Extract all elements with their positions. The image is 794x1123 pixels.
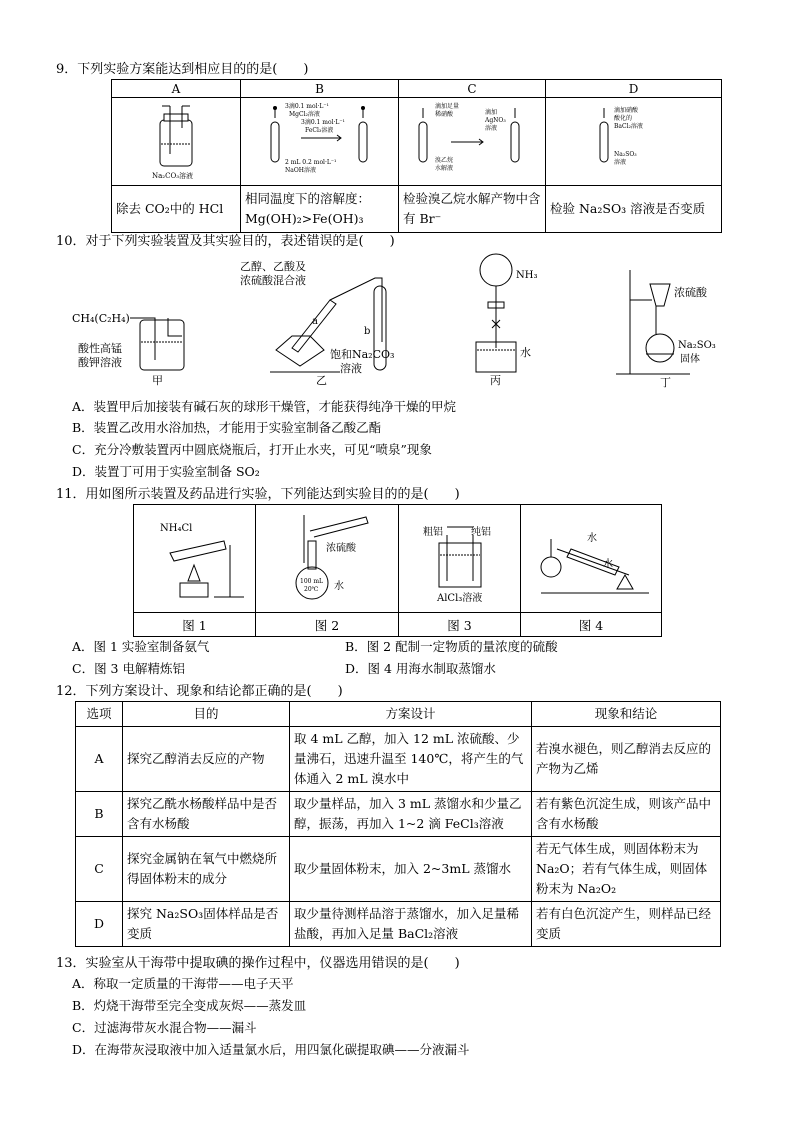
- q10-option-c: C．充分冷敷装置丙中圆底烧瓶后，打开止水夹，可见“喷泉”现象: [72, 442, 432, 457]
- fig4-w1: 水: [587, 533, 597, 544]
- q12-row-a-option: A: [76, 727, 123, 792]
- fig2-flask2: 20℃: [304, 586, 319, 593]
- q13-option-c: C．过滤海带灰水混合物——漏斗: [72, 1020, 257, 1035]
- c-b2: 水解液: [435, 165, 454, 172]
- q10-option-a: A．装置甲后加接装有碱石灰的球形干燥管，才能获得纯净干燥的甲烷: [72, 399, 457, 414]
- q9-figure-b: [241, 98, 399, 186]
- q12-row-c-purpose: 探究金属钠在氧气中燃烧所得固体粉末的成分: [123, 837, 290, 902]
- q12-row-b-option: B: [76, 792, 123, 837]
- q12-header-result: 现象和结论: [532, 702, 721, 727]
- q12-row-b-purpose: 探究乙酰水杨酸样品中是否含有水杨酸: [123, 792, 290, 837]
- q9-caption-d: 检验 Na₂SO₃ 溶液是否变质: [546, 186, 722, 233]
- electrolysis-figure: [399, 505, 520, 609]
- bing-gas: NH₃: [516, 270, 538, 281]
- yi-b: b: [364, 326, 371, 337]
- yi-top1: 乙醇、乙酸及: [240, 260, 306, 273]
- c-t1: 滴加足量: [435, 103, 460, 110]
- q12-stem: 12．下列方案设计、现象和结论都正确的是( ): [56, 684, 343, 699]
- yi-a: a: [312, 316, 318, 327]
- q10-option-b: B．装置乙改用水浴加热，才能用于实验室制备乙酸乙酯: [72, 420, 382, 435]
- q12-header-purpose: 目的: [123, 702, 290, 727]
- q9-figure-a: [112, 98, 241, 186]
- q11-figure-3: [399, 505, 521, 613]
- q11-option-c: C．图 3 电解精炼铝: [72, 661, 185, 676]
- gas-washing-bottle-figure: [112, 98, 240, 182]
- q9-figure-d: [546, 98, 722, 186]
- b-top1: 3滴0.1 mol·L⁻¹: [285, 103, 329, 110]
- q9-a-label: Na₂CO₃溶液: [152, 172, 194, 180]
- d-b2: 溶液: [614, 159, 627, 166]
- c-t3: 滴加: [485, 109, 498, 116]
- bing-name: 丙: [490, 374, 501, 387]
- q9-table: [111, 79, 722, 233]
- q12-row-c-option: C: [76, 837, 123, 902]
- test-tube-figure-d: [546, 98, 721, 182]
- c-t5: 溶液: [485, 125, 498, 132]
- fig3-left: 粗铝: [423, 527, 443, 538]
- bing-water: 水: [520, 346, 531, 359]
- q12-row-d-result: 若有白色沉淀产生，则样品已经变质: [532, 902, 721, 947]
- q12-row-d-option: D: [76, 902, 123, 947]
- q12-row-a-result: 若溴水褪色，则乙醇消去反应的产物为乙烯: [532, 727, 721, 792]
- q9-stem: 9．下列实验方案能达到相应目的的是( ): [56, 62, 309, 77]
- q11-caption-2: 图 2: [256, 613, 399, 637]
- d-t3: BaCl₂溶液: [614, 123, 643, 130]
- b-top4: FeCl₃溶液: [305, 127, 334, 134]
- q13-option-d: D．在海带灰浸取液中加入适量氯水后，用四氯化碳提取碘——分液漏斗: [72, 1042, 470, 1057]
- jia-sol1: 酸性高锰: [78, 342, 122, 355]
- q10-apparatus-figure: [60, 250, 740, 390]
- q9-caption-c: 检验溴乙烷水解产物中含有 Br⁻: [399, 186, 546, 233]
- q11-caption-3: 图 3: [399, 613, 521, 637]
- jia-gas-label: CH₄(C₂H₄): [72, 312, 130, 325]
- q9-caption-b: 相同温度下的溶解度：Mg(OH)₂>Fe(OH)₃: [241, 186, 399, 233]
- fig2-acid: 浓硫酸: [326, 543, 356, 554]
- yi-name: 乙: [316, 374, 327, 387]
- q9-header-d: D: [546, 80, 722, 98]
- q12-row-b-design: 取少量样品，加入 3 mL 蒸馏水和少量乙醇，振荡，再加入 1~2 滴 FeCl₃溶液: [290, 792, 532, 837]
- q12-table: [75, 701, 721, 947]
- jia-name: 甲: [152, 374, 163, 387]
- q11-option-d: D．图 4 用海水制取蒸馏水: [345, 661, 496, 676]
- q13-option-a: A．称取一定质量的干海带——电子天平: [72, 976, 294, 991]
- yi-sol2: 溶液: [340, 362, 362, 375]
- distillation-figure: [521, 505, 661, 609]
- q12-row-c-design: 取少量固体粉末，加入 2~3mL 蒸馏水: [290, 837, 532, 902]
- q13-stem: 13．实验室从干海带中提取碘的操作过程中，仪器选用错误的是( ): [56, 956, 460, 971]
- q9-header-c: C: [399, 80, 546, 98]
- yi-top2: 浓硫酸混合液: [240, 274, 306, 287]
- test-tube-figure-c: [399, 98, 545, 182]
- q12-row-b-result: 若有紫色沉淀生成，则该产品中含有水杨酸: [532, 792, 721, 837]
- q12-row-a-design: 取 4 mL 乙醇，加入 12 mL 浓硫酸、少量沸石，迅速升温至 140℃，将产生的气体通入 2 mL 溴水中: [290, 727, 532, 792]
- q10-option-d: D．装置丁可用于实验室制备 SO₂: [72, 464, 260, 479]
- fig4-w2: 水: [603, 559, 613, 570]
- q11-option-a: A．图 1 实验室制备氨气: [72, 639, 210, 654]
- q12-row-d-design: 取少量待测样品溶于蒸馏水，加入足量稀盐酸，再加入足量 BaCl₂溶液: [290, 902, 532, 947]
- fig3-sol: AlCl₃溶液: [437, 593, 483, 604]
- d-b1: Na₂SO₃: [614, 151, 637, 158]
- c-t4: AgNO₃: [485, 117, 506, 124]
- c-b1: 溴乙烷: [435, 157, 454, 164]
- b-bottom2: NaOH溶液: [285, 167, 316, 174]
- ding-acid: 浓硫酸: [674, 286, 707, 299]
- q11-option-b: B．图 2 配制一定物质的量浓度的硫酸: [345, 639, 558, 654]
- fig2-water: 水: [334, 581, 344, 592]
- q13-option-b: B．灼烧干海带至完全变成灰烬——蒸发皿: [72, 998, 307, 1013]
- q12-row-c-result: 若无气体生成，则固体粉末为 Na₂O；若有气体生成，则固体粉末为 Na₂O₂: [532, 837, 721, 902]
- fig2-flask1: 100 mL: [300, 578, 324, 585]
- q10-stem: 10．对于下列实验装置及其实验目的，表述错误的是( ): [56, 234, 395, 249]
- q11-figure-2: [256, 505, 399, 613]
- q9-header-b: B: [241, 80, 399, 98]
- q11-table: [133, 504, 662, 637]
- q11-stem: 11．用如图所示装置及药品进行实验，下列能达到实验目的的是( ): [56, 487, 460, 502]
- q9-header-a: A: [112, 80, 241, 98]
- q12-header-option: 选项: [76, 702, 123, 727]
- test-tube-figure-b: [241, 98, 398, 182]
- q9-caption-a: 除去 CO₂中的 HCl: [112, 186, 241, 233]
- b-top2: MgCl₂溶液: [289, 111, 320, 118]
- q12-header-design: 方案设计: [290, 702, 532, 727]
- d-t1: 滴加硝酸: [614, 107, 639, 114]
- volumetric-flask-figure: [256, 505, 398, 609]
- jia-sol2: 酸钾溶液: [78, 356, 122, 369]
- d-t2: 酸化的: [614, 115, 633, 122]
- ding-salt2: 固体: [680, 354, 700, 365]
- ding-name: 丁: [660, 376, 671, 389]
- q11-figure-1: [134, 505, 256, 613]
- b-bottom1: 2 mL 0.2 mol·L⁻¹: [285, 159, 337, 166]
- ammonium-chloride-heating-figure: [134, 505, 255, 609]
- q11-figure-4: [521, 505, 662, 613]
- ding-salt1: Na₂SO₃: [678, 340, 716, 351]
- fig1-label: NH₄Cl: [160, 523, 193, 534]
- q12-row-a-purpose: 探究乙醇消去反应的产物: [123, 727, 290, 792]
- q11-caption-1: 图 1: [134, 613, 256, 637]
- q9-figure-c: [399, 98, 546, 186]
- q11-caption-4: 图 4: [521, 613, 662, 637]
- yi-sol1: 饱和Na₂CO₃: [330, 348, 395, 361]
- q12-row-d-purpose: 探究 Na₂SO₃固体样品是否变质: [123, 902, 290, 947]
- c-t2: 稀硝酸: [435, 111, 454, 118]
- b-top3: 3滴0.1 mol·L⁻¹: [301, 119, 345, 126]
- fig3-right: 纯铝: [471, 527, 491, 538]
